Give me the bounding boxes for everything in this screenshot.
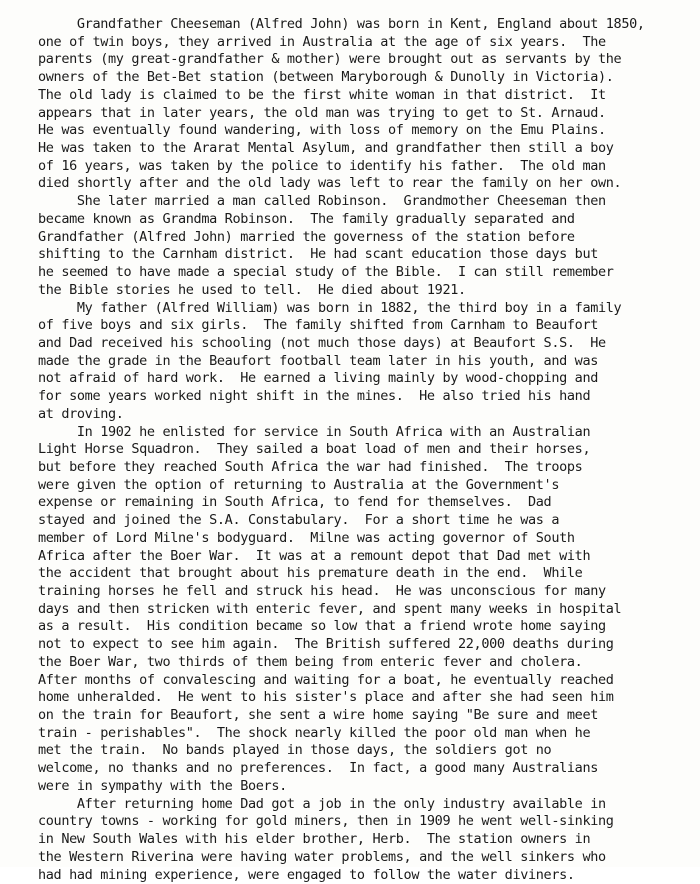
- text-line: the Bible stories he used to tell. He died about 1921.: [38, 282, 678, 300]
- text-line: days and then stricken with enteric fever, and spent many weeks in hospital: [38, 601, 678, 619]
- text-line: training horses he fell and struck his head. He was unconscious for many: [38, 583, 678, 601]
- text-line: the Western Riverina were having water problems, and the well sinkers who: [38, 849, 678, 867]
- text-line: After months of convalescing and waiting for a boat, he eventually reached: [38, 672, 678, 690]
- document-body: [38, 16, 678, 884]
- text-line: but before they reached South Africa the war had finished. The troops: [38, 459, 678, 477]
- text-line: Grandfather Cheeseman (Alfred John) was born in Kent, England about 1850,: [38, 16, 678, 34]
- text-line: not afraid of hard work. He earned a living mainly by wood-chopping and: [38, 370, 678, 388]
- text-line: expense or remaining in South Africa, to fend for themselves. Dad: [38, 494, 678, 512]
- text-line: on the train for Beaufort, she sent a wire home saying "Be sure and meet: [38, 707, 678, 725]
- text-line: and Dad received his schooling (not much those days) at Beaufort S.S. He: [38, 335, 678, 353]
- text-line: died shortly after and the old lady was left to rear the family on her own.: [38, 175, 678, 193]
- text-line: of five boys and six girls. The family shifted from Carnham to Beaufort: [38, 317, 678, 335]
- text-line: the accident that brought about his premature death in the end. While: [38, 565, 678, 583]
- text-line: shifting to the Carnham district. He had scant education those days but: [38, 246, 678, 264]
- text-line: Africa after the Boer War. It was at a remount depot that Dad met with: [38, 548, 678, 566]
- text-line: he seemed to have made a special study of the Bible. I can still remember: [38, 264, 678, 282]
- text-line: the Boer War, two thirds of them being from enteric fever and cholera.: [38, 654, 678, 672]
- text-line: not to expect to see him again. The British suffered 22,000 deaths during: [38, 636, 678, 654]
- text-line: of 16 years, was taken by the police to identify his father. The old man: [38, 158, 678, 176]
- text-line: for some years worked night shift in the mines. He also tried his hand: [38, 388, 678, 406]
- text-line: at droving.: [38, 406, 678, 424]
- text-line: Light Horse Squadron. They sailed a boat load of men and their horses,: [38, 441, 678, 459]
- text-line: welcome, no thanks and no preferences. In fact, a good many Australians: [38, 760, 678, 778]
- text-line: became known as Grandma Robinson. The family gradually separated and: [38, 211, 678, 229]
- text-line: were given the option of returning to Australia at the Government's: [38, 477, 678, 495]
- text-line: home unheralded. He went to his sister's place and after she had seen him: [38, 689, 678, 707]
- text-line: She later married a man called Robinson. Grandmother Cheeseman then: [38, 193, 678, 211]
- text-line: He was taken to the Ararat Mental Asylum, and grandfather then still a boy: [38, 140, 678, 158]
- text-line: Grandfather (Alfred John) married the governess of the station before: [38, 229, 678, 247]
- text-line: The old lady is claimed to be the first white woman in that district. It: [38, 87, 678, 105]
- text-line: train - perishables". The shock nearly killed the poor old man when he: [38, 725, 678, 743]
- text-line: appears that in later years, the old man was trying to get to St. Arnaud.: [38, 105, 678, 123]
- text-line: In 1902 he enlisted for service in South Africa with an Australian: [38, 424, 678, 442]
- text-line: parents (my great-grandfather & mother) were brought out as servants by the: [38, 51, 678, 69]
- text-line: had had mining experience, were engaged to follow the water diviners.: [38, 867, 678, 884]
- text-line: were in sympathy with the Boers.: [38, 778, 678, 796]
- text-line: member of Lord Milne's bodyguard. Milne was acting governor of South: [38, 530, 678, 548]
- text-line: as a result. His condition became so low that a friend wrote home saying: [38, 618, 678, 636]
- text-line: owners of the Bet-Bet station (between Maryborough & Dunolly in Victoria).: [38, 69, 678, 87]
- text-line: After returning home Dad got a job in the only industry available in: [38, 796, 678, 814]
- text-line: My father (Alfred William) was born in 1882, the third boy in a family: [38, 300, 678, 318]
- text-line: made the grade in the Beaufort football team later in his youth, and was: [38, 353, 678, 371]
- text-line: country towns - working for gold miners, then in 1909 he went well-sinking: [38, 813, 678, 831]
- text-line: He was eventually found wandering, with loss of memory on the Emu Plains.: [38, 122, 678, 140]
- text-line: in New South Wales with his elder brother, Herb. The station owners in: [38, 831, 678, 849]
- text-line: one of twin boys, they arrived in Australia at the age of six years. The: [38, 34, 678, 52]
- text-line: stayed and joined the S.A. Constabulary. For a short time he was a: [38, 512, 678, 530]
- text-line: met the train. No bands played in those days, the soldiers got no: [38, 742, 678, 760]
